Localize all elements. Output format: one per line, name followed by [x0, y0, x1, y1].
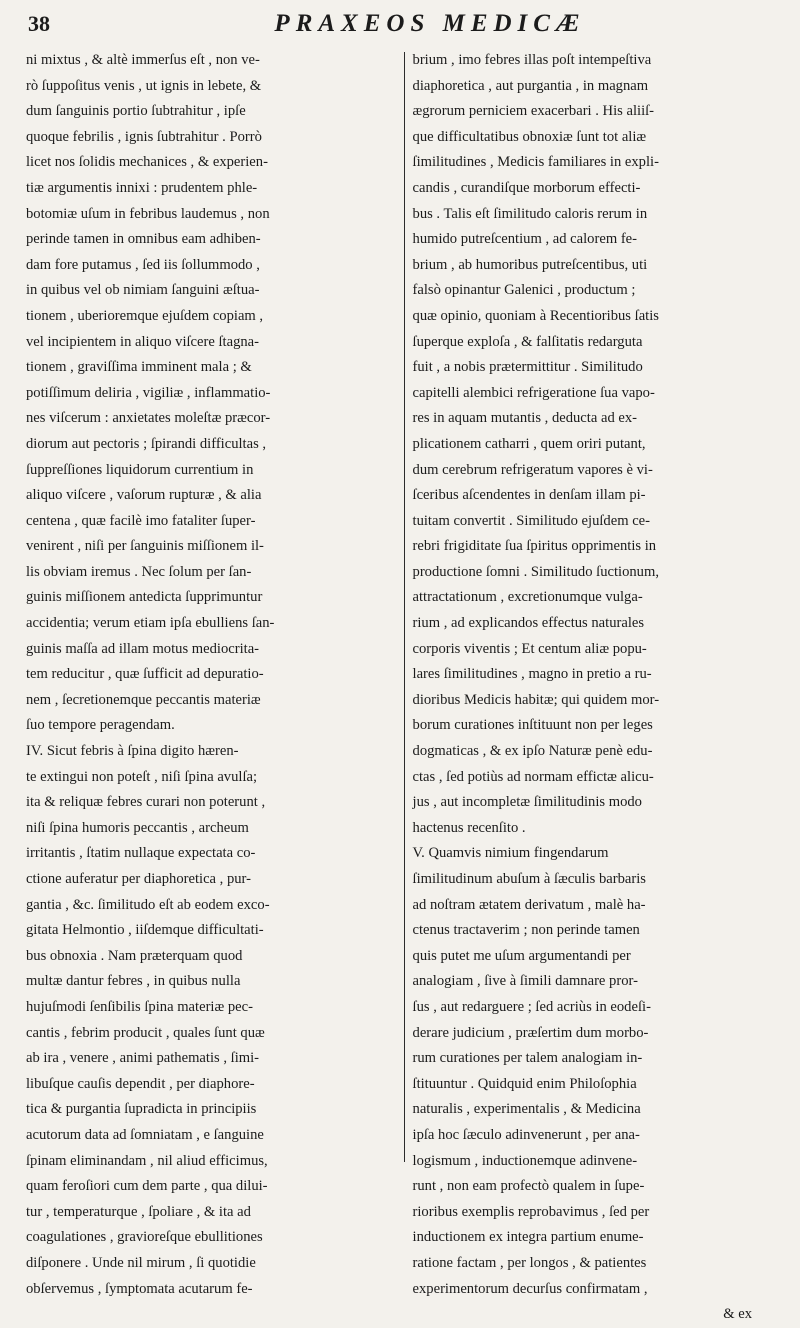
text-line: ab ira , venere , animi pathematis , ſimi-	[26, 1050, 260, 1067]
text-line: quæ opinio, quoniam à Recentioribus ſatis	[412, 307, 659, 324]
text-line: obſervemus , ſymptomata acutarum fe-	[26, 1280, 253, 1297]
text-line: quam feroſiori cum dem parte , qua dilui-	[26, 1178, 268, 1195]
text-line: tionem , graviſſima imminent mala ; &	[26, 359, 252, 376]
text-line: fuit , a nobis prætermittitur . Similitudo	[412, 359, 643, 376]
text-line: V. Quamvis nimium fingendarum	[412, 845, 609, 862]
text-line: naturalis , experimentalis , & Medicina	[412, 1101, 641, 1118]
text-line: licet nos ſolidis mechanices , & experien-	[26, 154, 268, 171]
text-line: lares ſimilitudines , magno in pretio a ru-	[412, 666, 652, 683]
text-line: multæ dantur febres , in quibus nulla	[26, 973, 241, 990]
text-line: tiæ argumentis innixi : prudentem phle-	[26, 179, 258, 196]
text-line: ſimilitudinum abuſum à ſæculis barbaris	[412, 871, 646, 887]
text-line: humido putreſcentium , ad calorem fe-	[412, 231, 638, 248]
text-line: acutorum data ad ſomniatam , e ſanguine	[26, 1126, 264, 1143]
text-line: perinde tamen in omnibus eam adhiben-	[26, 231, 261, 248]
text-line: gantia , &c. ſimilitudo eſt ab eodem exco-	[26, 896, 270, 913]
text-line: brium , imo febres illas poſt intempeſtiva	[412, 52, 652, 68]
text-line: bus . Talis eſt ſimilitudo caloris rerum in	[412, 205, 648, 222]
text-line: candis , curandiſque morborum effecti-	[412, 179, 641, 196]
text-line: tur , temperaturque , ſpoliare , & ita ad	[26, 1203, 251, 1220]
text-line: te extingui non poteſt , niſi ſpina avulſa;	[26, 768, 258, 785]
text-line: que difficultatibus obnoxiæ ſunt tot aliæ	[412, 128, 647, 145]
page-number: 38	[28, 11, 50, 36]
text-line: ipſa hoc ſæculo adinvenerunt , per ana-	[412, 1126, 640, 1143]
text-line: rò ſuppoſitus venis , ut ignis in lebete, &	[26, 77, 262, 94]
text-line: libuſque cauſis dependit , per diaphore-	[26, 1075, 255, 1092]
text-line: quoque febrilis , ignis ſubtrahitur . Porrò	[26, 128, 262, 145]
text-line: accidentia; verum etiam ipſa ebulliens ſan-	[26, 615, 275, 632]
text-line: ni mixtus , & altè immerſus eſt , non ve-	[26, 52, 260, 68]
text-line: diorum aut pectoris ; ſpirandi difficultas ,	[26, 435, 267, 452]
text-line: guinis miſſionem antedicta ſupprimuntur	[26, 589, 263, 606]
text-line: dum cerebrum refrigeratum vapores è vi-	[412, 461, 653, 478]
text-line: res in aquam mutantis , deducta ad ex-	[412, 410, 638, 427]
text-line: tionem , uberioremque ejuſdem copiam ,	[26, 307, 264, 324]
text-line: ad noſtram ætatem derivatum , malè ha-	[412, 896, 646, 913]
text-line: gitata Helmontio , iiſdemque difficultati-	[26, 922, 264, 939]
text-line: experimentorum decurſus confirmatam ,	[412, 1280, 648, 1297]
text-line: logismum , inductionemque adinvene-	[412, 1152, 638, 1169]
page-header	[28, 10, 772, 46]
text-line: niſi ſpina humoris peccantis , archeum	[26, 819, 249, 836]
text-line: tica & purgantia ſupradicta in principiis	[26, 1101, 257, 1118]
text-line: borum curationes inſtituunt non per leges	[412, 717, 653, 734]
text-columns	[26, 48, 782, 1323]
text-line: capitelli alembici refrigeratione ſua vapo-	[412, 384, 655, 401]
text-line: analogiam , ſive à ſimili damnare pror-	[412, 973, 638, 990]
text-line: plicationem catharri , quem oriri putant,	[412, 435, 646, 452]
text-line: nem , ſecretionemque peccantis materiæ	[26, 691, 261, 708]
text-line: botomiæ uſum in febribus laudemus , non	[26, 205, 270, 222]
text-line: ſuppreſſiones liquidorum currentium in	[26, 461, 254, 478]
text-line: guinis maſſa ad illam motus mediocrita-	[26, 640, 260, 657]
text-line: potiſſimum deliria , vigiliæ , inflammatio-	[26, 384, 271, 401]
text-line: runt , non eam profectò qualem in ſupe-	[412, 1178, 645, 1195]
text-line: ratione factam , per longos , & patientes	[412, 1254, 647, 1271]
text-line: venirent , niſi per ſanguinis miſſionem il-	[26, 538, 264, 555]
text-line: ctenus tractaverim ; non perinde tamen	[412, 922, 640, 939]
text-line: diaphoretica , aut purgantia , in magnam	[412, 77, 649, 94]
text-line: dam fore putamus , ſed iis ſollummodo ,	[26, 256, 260, 273]
text-line: dioribus Medicis habitæ; qui quidem mor-	[412, 691, 660, 708]
text-line: inductionem ex integra partium enume-	[412, 1229, 644, 1246]
text-line: in quibus vel ob nimiam ſanguini æſtua-	[26, 282, 260, 299]
text-line: coagulationes , gravioreſque ebullitiones	[26, 1229, 263, 1246]
text-line: dogmaticas , & ex ipſo Naturæ penè edu-	[412, 743, 653, 760]
text-line: ita & reliquæ febres curari non poterunt ,	[26, 794, 266, 811]
text-line: IV. Sicut febris à ſpina digito hæren-	[26, 743, 239, 760]
text-line: rioribus exemplis reprobavimus , ſed per	[412, 1203, 650, 1220]
text-line: ſimilitudines , Medicis familiares in expli-	[412, 154, 659, 171]
text-line: ſpinam eliminandam , nil aliud efficimus,	[26, 1152, 268, 1169]
text-line: hactenus recenſito .	[412, 819, 526, 836]
text-line: ægrorum perniciem exacerbari . His aliiſ-	[412, 103, 655, 120]
text-line: brium , ab humoribus putreſcentibus, uti	[412, 256, 648, 273]
column-divider	[404, 52, 405, 1162]
right-column	[412, 48, 782, 1323]
text-line: lis obviam iremus . Nec ſolum per ſan-	[26, 563, 252, 580]
text-line: ſus , aut redarguere ; ſed acriùs in eodeſi-	[412, 998, 651, 1015]
text-line: bus obnoxia . Nam præterquam quod	[26, 947, 243, 964]
text-line: nes viſcerum : anxietates moleſtæ præcor-	[26, 410, 271, 427]
text-line: falsò opinantur Galenici , productum ;	[412, 282, 636, 299]
text-line: ſuo tempore peragendam.	[26, 717, 175, 734]
text-line: ctas , ſed potiùs ad normam effictæ alicu-	[412, 768, 654, 785]
text-line: tem reducitur , quæ ſufficit ad depuratio-	[26, 666, 264, 683]
text-line: & ex	[723, 1306, 752, 1323]
text-line: irritantis , ſtatim nullaque expectata co-	[26, 845, 256, 862]
text-line: vel incipientem in aliquo viſcere ſtagna-	[26, 333, 260, 350]
text-line: ſceribus aſcendentes in denſam illam pi-	[412, 487, 646, 504]
text-line: rum curationes per talem analogiam in-	[412, 1050, 643, 1067]
text-line: corporis viventis ; Et centum aliæ popu-	[412, 640, 647, 657]
text-line: ctione auferatur per diaphoretica , pur-	[26, 871, 251, 887]
text-line: rium , ad explicandos effectus naturales	[412, 615, 645, 632]
text-line: dum ſanguinis portio ſubtrahitur , ipſe	[26, 103, 246, 120]
text-line: jus , aut incompletæ ſimilitudinis modo	[412, 794, 642, 811]
text-line: diſponere . Unde nil mirum , ſi quotidie	[26, 1254, 256, 1271]
running-title: PRAXEOS MEDICÆ	[274, 10, 586, 37]
text-line: productione ſomni . Similitudo ſuctionum,	[412, 563, 659, 580]
text-line: hujuſmodi ſenſibilis ſpina materiæ pec-	[26, 998, 253, 1015]
text-line: centena , quæ facilè imo fataliter ſuper-	[26, 512, 256, 529]
left-column	[26, 48, 404, 1297]
text-line: derare judicium , præſertim dum morbo-	[412, 1024, 649, 1041]
text-line: aliquo viſcere , vaſorum rupturæ , & alia	[26, 487, 262, 504]
text-line: quis putet me uſum argumentandi per	[412, 947, 631, 964]
text-line: rebri frigiditate ſua ſpiritus opprimentis in	[412, 538, 657, 555]
text-line: ſtituuntur . Quidquid enim Philoſophia	[412, 1075, 637, 1092]
text-line: cantis , febrim producit , quales ſunt quæ	[26, 1024, 265, 1041]
text-line: tuitam convertit . Similitudo ejuſdem ce-	[412, 512, 651, 529]
text-line: ſuperque exploſa , & falſitatis redarguta	[412, 333, 643, 350]
text-line: attractationum , excretionumque vulga-	[412, 589, 643, 606]
